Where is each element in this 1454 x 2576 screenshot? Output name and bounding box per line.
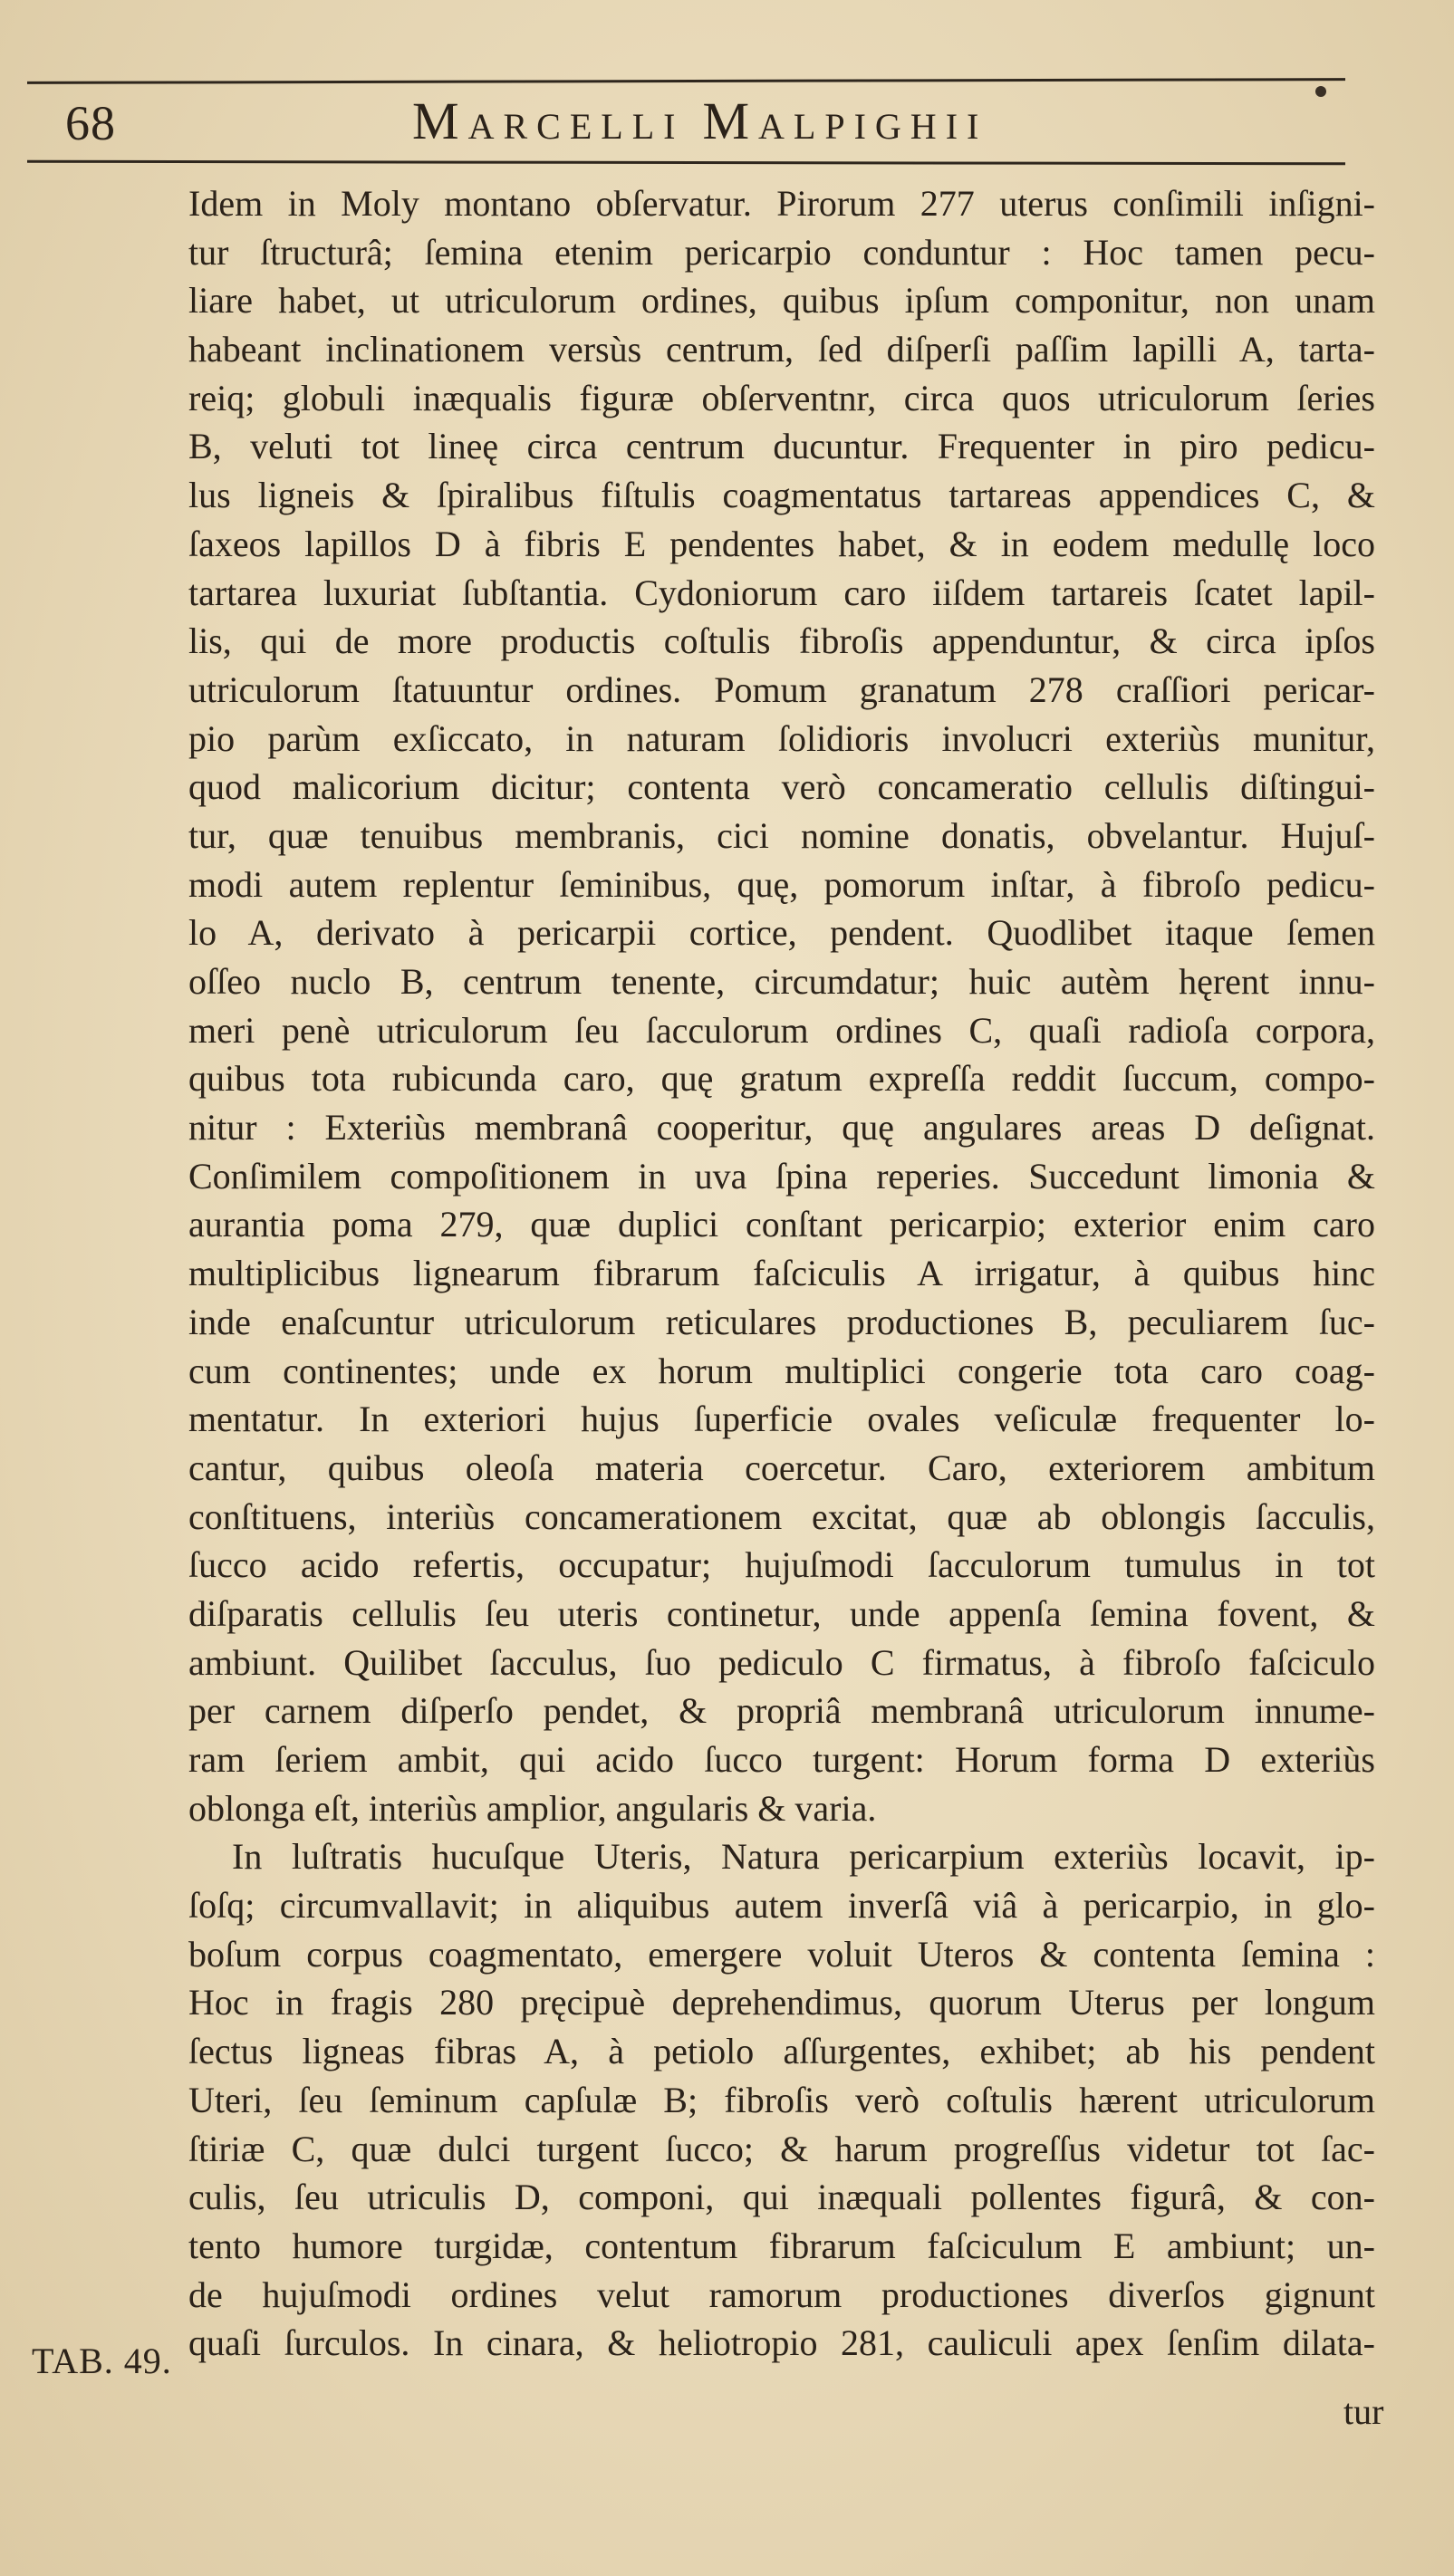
running-head — [412, 91, 987, 151]
text-line: habeant inclinationem versùs centrum, ſed diſperſi paſſim lapilli A, tarta- — [188, 329, 1375, 370]
text-line: ſucco acido refertis, occupatur; hujuſmodi ſacculorum tumulus in tot — [188, 1544, 1375, 1586]
text-line: B, veluti tot lineę circa centrum ducuntur. Frequenter in piro pedicu- — [188, 426, 1375, 467]
text-line: ſtiriæ C, quæ dulci turgent ſucco; & harum progreſſus videtur tot ſac- — [188, 2128, 1375, 2169]
text-line: conſtituens, interiùs concamerationem excitat, quæ ab oblongis ſacculis, — [188, 1495, 1375, 1537]
text-line: nitur : Exteriùs membranâ cooperitur, quę angulares areas D deſignat. — [188, 1107, 1375, 1149]
text-line: Hoc in fragis 280 pręcipuè deprehendimus, quorum Uterus per longum — [188, 1982, 1375, 2023]
text-line: lis, qui de more productis coſtulis fibroſis appenduntur, & circa ipſos — [188, 620, 1375, 662]
text-line: tento humore turgidæ, contentum fibrarum faſciculum E ambiunt; un- — [188, 2225, 1375, 2266]
text-line: lus ligneis & ſpiralibus fiſtulis coagmentatus tartareas appendices C, & — [188, 475, 1375, 516]
text-line: reiq; globuli inæqualis figuræ obſerventnr, circa quos utriculorum ſeries — [188, 377, 1375, 418]
text-line: meri penè utriculorum ſeu ſacculorum ordines C, quaſi radioſa corpora, — [188, 1009, 1375, 1051]
text-line: inde enaſcuntur utriculorum reticulares productiones B, peculiarem ſuc- — [188, 1301, 1375, 1342]
paragraph-end-line: oblonga eſt, interiùs amplior, angularis & varia. — [188, 1787, 877, 1829]
text-line: aurantia poma 279, quæ duplici conſtant pericarpio; exterior enim caro — [188, 1204, 1375, 1245]
running-head-cap: M — [412, 91, 468, 150]
text-line: Uteri, ſeu ſeminum capſulæ B; fibroſis verò coſtulis hærent utriculorum — [188, 2079, 1375, 2120]
text-line: diſparatis cellulis ſeu uteris continetur, unde appenſa ſemina fovent, & — [188, 1592, 1375, 1634]
text-line: ram ſeriem ambit, qui acido ſucco turgent: Horum forma D exteriùs — [188, 1739, 1375, 1780]
text-line: ſectus ligneas fibras A, à petiolo aſſurgentes, exhibet; ab his pendent — [188, 2031, 1375, 2072]
text-line: quaſi ſurculos. In cinara, & heliotropio 281, cauliculi apex ſenſim dilata- — [188, 2322, 1375, 2364]
text-line: modi autem replentur ſeminibus, quę, pomorum inſtar, à fibroſo pedicu- — [188, 863, 1375, 905]
plate-reference: TAB. 49. — [32, 2341, 172, 2381]
page-number: 68 — [65, 96, 116, 150]
text-line: utriculorum ſtatuuntur ordines. Pomum granatum 278 craſſiori pericar- — [188, 668, 1375, 710]
running-head-smallcaps: ARCELLI — [467, 106, 703, 147]
text-line: ambiunt. Quilibet ſacculus, ſuo pediculo C firmatus, à fibroſo faſciculo — [188, 1641, 1375, 1683]
ink-spot — [1315, 86, 1326, 97]
text-line: per carnem diſperſo pendet, & propriâ membranâ utriculorum innume- — [188, 1690, 1375, 1732]
text-line: tartarea luxuriat ſubſtantia. Cydoniorum caro iiſdem tartareis ſcatet lapil- — [188, 572, 1375, 613]
text-line: tur, quæ tenuibus membranis, cici nomine donatis, obvelantur. Hujuſ- — [188, 814, 1375, 856]
text-line: multiplicibus lignearum fibrarum faſciculis A irrigatur, à quibus hinc — [188, 1253, 1375, 1294]
catchword: tur — [1343, 2391, 1384, 2432]
text-line: liare habet, ut utriculorum ordines, quibus ipſum componitur, non unam — [188, 280, 1375, 322]
text-line: lo A, derivato à pericarpii cortice, pendent. Quodlibet itaque ſemen — [188, 912, 1375, 954]
text-line: cum continentes; unde ex horum multiplici congerie tota caro coag- — [188, 1350, 1375, 1391]
text-line: ſoſq; circumvallavit; in aliquibus autem inverſâ viâ à pericarpio, in glo- — [188, 1885, 1375, 1927]
text-line: mentatur. In exteriori hujus ſuperficie ovales veſiculæ frequenter lo- — [188, 1399, 1375, 1440]
text-line: Idem in Moly montano obſervatur. Pirorum 277 uterus conſimili inſigni- — [188, 183, 1375, 224]
text-line: quod malicorium dicitur; contenta verò concameratio cellulis diſtingui- — [188, 766, 1375, 808]
text-line: oſſeo nuclo B, centrum tenente, circumdatur; huic autèm hęrent innu- — [188, 961, 1375, 1002]
body-text — [188, 179, 1375, 2368]
header-rule-bottom — [27, 160, 1345, 166]
running-head-smallcaps: ALPIGHII — [758, 106, 988, 147]
text-line: ſaxeos lapillos D à fibris E pendentes habet, & in eodem medullę loco — [188, 523, 1375, 564]
header-rule-top — [27, 78, 1345, 84]
text-line: pio parùm exſiccato, in naturam ſolidioris involucri exteriùs munitur, — [188, 717, 1375, 759]
text-line: tur ſtructurâ; ſemina etenim pericarpio conduntur : Hoc tamen pecu- — [188, 231, 1375, 273]
running-head-cap: M — [702, 91, 759, 150]
paragraph-start-line: In luſtratis hucuſque Uteris, Natura pericarpium exteriùs locavit, ip- — [232, 1836, 1375, 1878]
text-line: Conſimilem compoſitionem in uva ſpina reperies. Succedunt limonia & — [188, 1155, 1375, 1197]
text-line: de hujuſmodi ordines velut ramorum productiones diverſos gignunt — [188, 2273, 1375, 2315]
text-line: cantur, quibus oleoſa materia coercetur. Caro, exteriorem ambitum — [188, 1447, 1375, 1488]
text-line: culis, ſeu utriculis D, componi, qui inæquali pollentes figurâ, & con- — [188, 2177, 1375, 2218]
text-line: quibus tota rubicunda caro, quę gratum expreſſa reddit ſuccum, compo- — [188, 1058, 1375, 1100]
text-line: boſum corpus coagmentato, emergere voluit Uteros & contenta ſemina : — [188, 1933, 1375, 1975]
